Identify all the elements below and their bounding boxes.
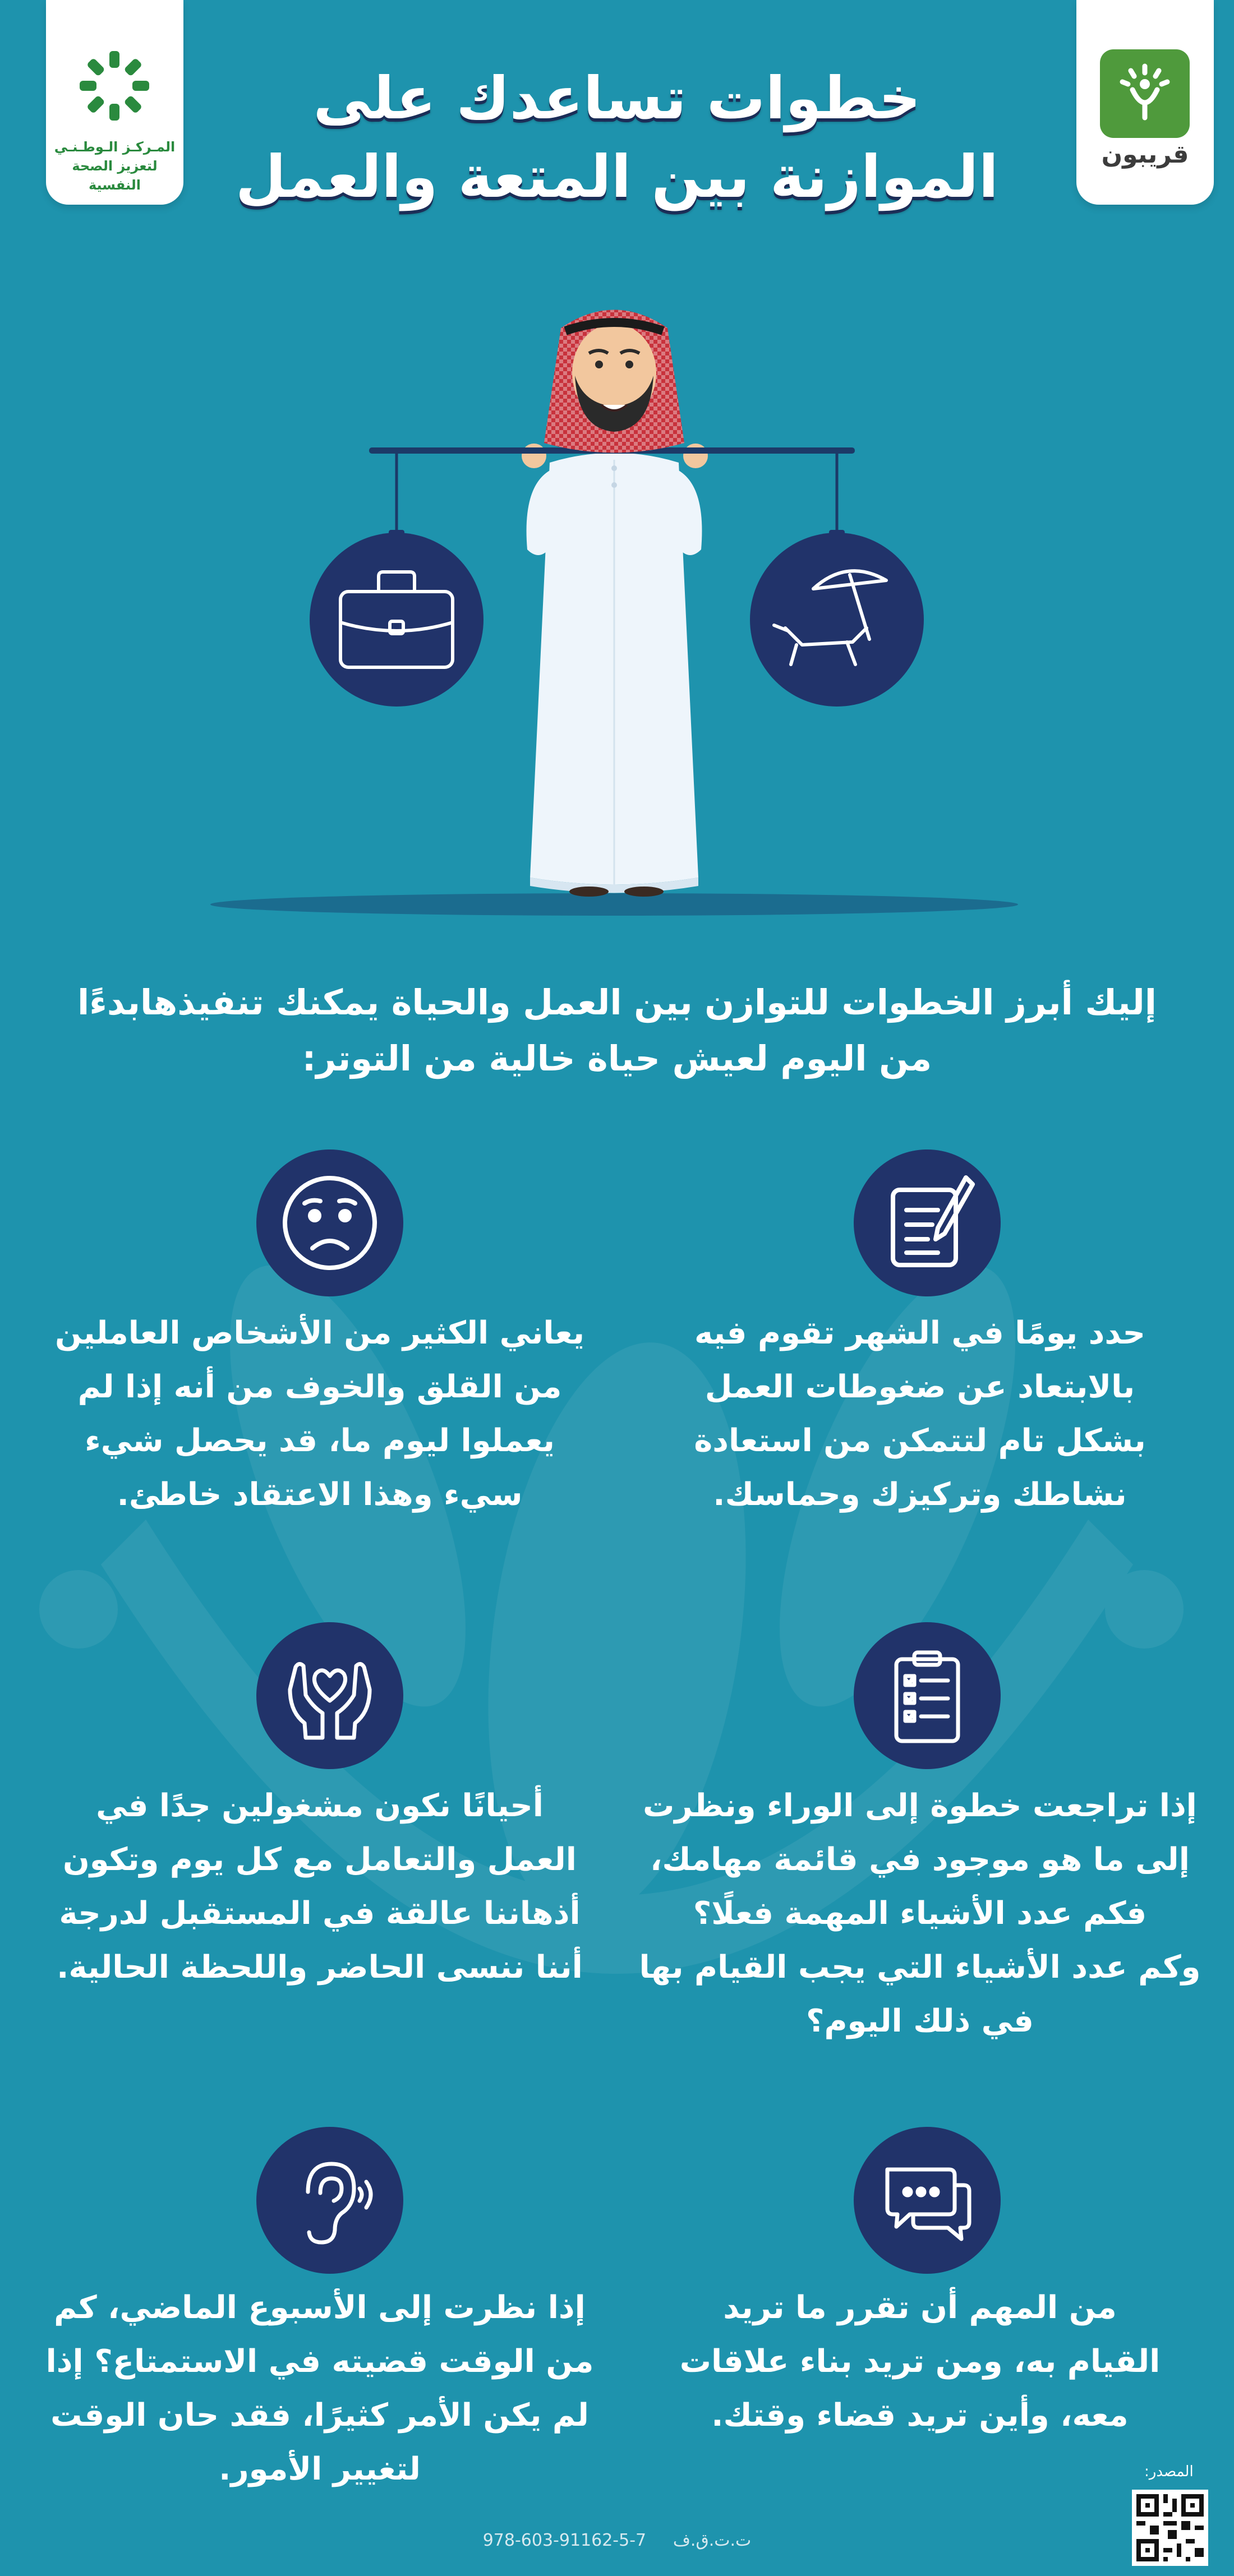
hands-heart-icon: [256, 1622, 403, 1769]
tip-4-text: أحيانًا نكون مشغولين جدًا في العمل والتعامل مع كل يوم وتكون أذهاننا عالقة في المستقبل لدرجة أننا ننسى الحاضر واللحظة الحالية.: [57, 1788, 583, 1986]
tip-3-text: إذا تراجعت خطوة إلى الوراء ونظرت إلى ما هو موجود في قائمة مهامك، فكم عدد الأشياء المهمة فعلًا؟ وكم عدد الأشياء التي يجب القيام بها في ذلك اليوم؟: [639, 1788, 1201, 2039]
page-title: [202, 59, 1032, 216]
balance-illustration: [202, 269, 1032, 920]
notepad-pencil-icon: [854, 1149, 1001, 1296]
ncmh-logo-card: [46, 0, 183, 205]
qareeboon-logo-card: [1076, 0, 1214, 205]
tip-2-text: يعاني الكثير من الأشخاص العاملين من القلق والخوف من أنه إذا لم يعملوا ليوم ما، قد يحصل شيء سيء وهذا الاعتقاد خاطئ.: [54, 1315, 585, 1513]
ncmh-logo-icon: [75, 44, 154, 128]
qareeboon-logo-icon: [1100, 49, 1190, 138]
tip-6-text: إذا نظرت إلى الأسبوع الماضي، كم من الوقت قضيته في الاستمتاع؟ إذا لم يكن الأمر كثيرًا، فقد حان الوقت لتغيير الأمور.: [45, 2289, 594, 2487]
ear-icon: [256, 2127, 403, 2274]
chat-bubbles-icon: [854, 2127, 1001, 2274]
tip-5-text: من المهم أن تقرر ما تريد القيام به، ومن تريد بناء علاقات معه، وأين تريد قضاء وقتك.: [679, 2289, 1161, 2434]
isbn-number: 978-603-91162-5-7: [482, 2531, 647, 2550]
qareeboon-logo-name: قريبون: [1101, 140, 1189, 169]
isbn-line: [426, 2531, 808, 2550]
intro-line2: من اليوم لعيش حياة خالية من التوتر:: [302, 1038, 932, 1079]
ncmh-logo-line1: المـركـز الـوطـنـي: [54, 139, 176, 155]
isbn-label: ت.ت.ق.ف: [673, 2531, 752, 2550]
ncmh-logo-line2: لتعزيز الصحة النفسية: [72, 158, 158, 193]
page-title-line2: الموازنة بين المتعة والعمل: [235, 142, 999, 211]
source-qr-code[interactable]: [1132, 2490, 1208, 2566]
checklist-clipboard-icon: [854, 1622, 1001, 1769]
intro-text: [56, 975, 1178, 1087]
worried-face-icon: [256, 1149, 403, 1296]
intro-line1: إليك أبرز الخطوات للتوازن بين العمل والحياة يمكنك تنفيذهابدءًا: [77, 982, 1157, 1023]
tip-1-text: حدد يومًا في الشهر تقوم فيه بالابتعاد عن ضغوطات العمل بشكل تام لتتمكن من استعادة نشاطك وتركيزك وحماسك.: [694, 1315, 1146, 1513]
source-label: المصدر:: [1144, 2463, 1194, 2480]
page-title-line1: خطوات تساعدك على: [313, 64, 921, 132]
